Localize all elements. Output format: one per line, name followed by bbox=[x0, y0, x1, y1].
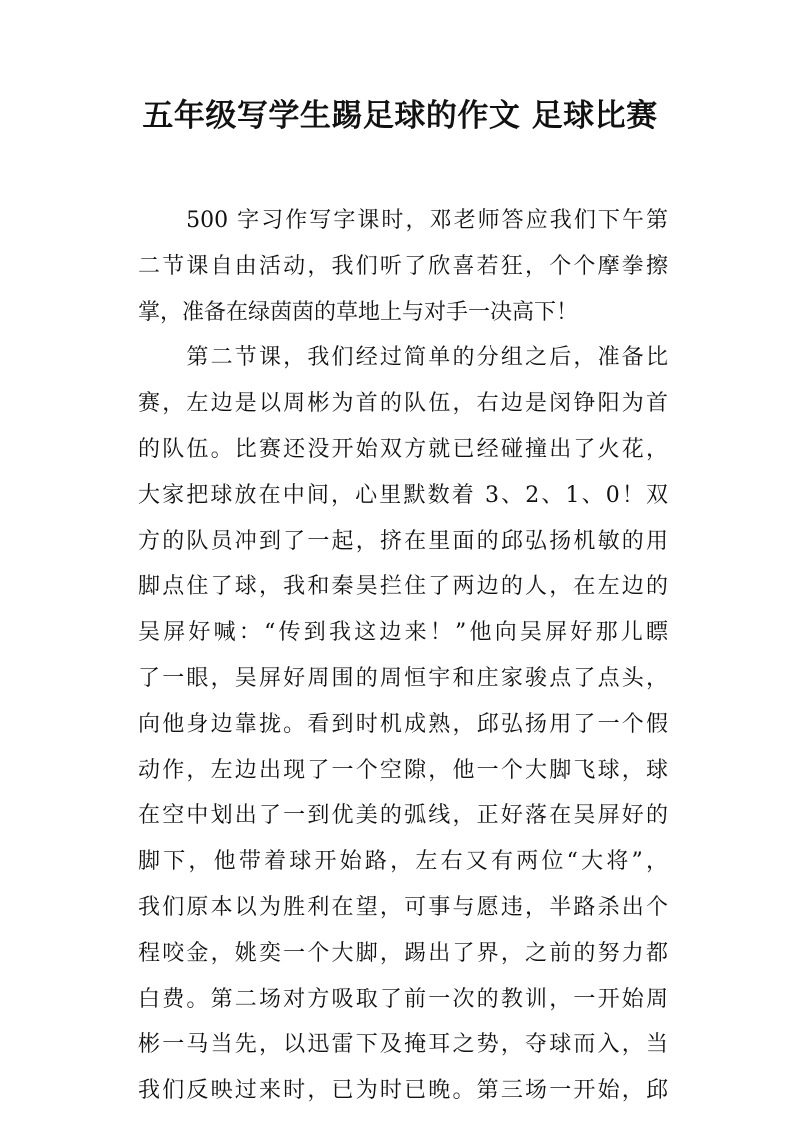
document-body bbox=[138, 198, 668, 1114]
body-line: 脚下，他带着球开始路，左右又有两位“大将”， bbox=[138, 849, 668, 875]
body-line: 我们原本以为胜利在望，可事与愿违，半路杀出个 bbox=[138, 894, 668, 920]
body-line: 的队伍。比赛还没开始双方就已经碰撞出了火花， bbox=[138, 436, 668, 462]
body-line: 白费。第二场对方吸取了前一次的教训，一开始周 bbox=[138, 986, 668, 1012]
body-line: 了一眼，吴屏好周围的周恒宇和庄家骏点了点头， bbox=[138, 665, 668, 691]
body-line: 在空中划出了一到优美的弧线，正好落在吴屏好的 bbox=[138, 803, 668, 829]
body-line: 脚点住了球，我和秦昊拦住了两边的人，在左边的 bbox=[138, 574, 668, 600]
body-line: 500 字习作写字课时，邓老师答应我们下午第 bbox=[138, 208, 668, 233]
body-line: 吴屏好喊：“传到我这边来！”他向吴屏好那儿瞟 bbox=[138, 620, 668, 646]
body-line: 动作，左边出现了一个空隙，他一个大脚飞球，球 bbox=[138, 757, 668, 783]
body-line: 彬一马当先，以迅雷下及掩耳之势，夺球而入，当 bbox=[138, 1032, 668, 1058]
body-line: 大家把球放在中间，心里默数着 3、2、1、0！双 bbox=[138, 482, 668, 508]
body-line: 二节课自由活动，我们听了欣喜若狂，个个摩拳擦 bbox=[138, 253, 668, 279]
body-line: 程咬金，姚奕一个大脚，踢出了界，之前的努力都 bbox=[138, 940, 668, 966]
body-line: 我们反映过来时，已为时已晚。第三场一开始，邱 bbox=[138, 1078, 668, 1104]
body-line: 掌，准备在绿茵茵的草地上与对手一决高下！ bbox=[138, 299, 579, 325]
body-line: 第二节课，我们经过简单的分组之后，准备比 bbox=[138, 345, 668, 371]
body-line: 赛，左边是以周彬为首的队伍，右边是闵铮阳为首 bbox=[138, 391, 668, 417]
body-line: 向他身边靠拢。看到时机成熟，邱弘扬用了一个假 bbox=[138, 711, 668, 737]
document-title: 五年级写学生踢足球的作文 足球比赛 bbox=[142, 98, 658, 134]
body-line: 方的队员冲到了一起，挤在里面的邱弘扬机敏的用 bbox=[138, 528, 668, 554]
